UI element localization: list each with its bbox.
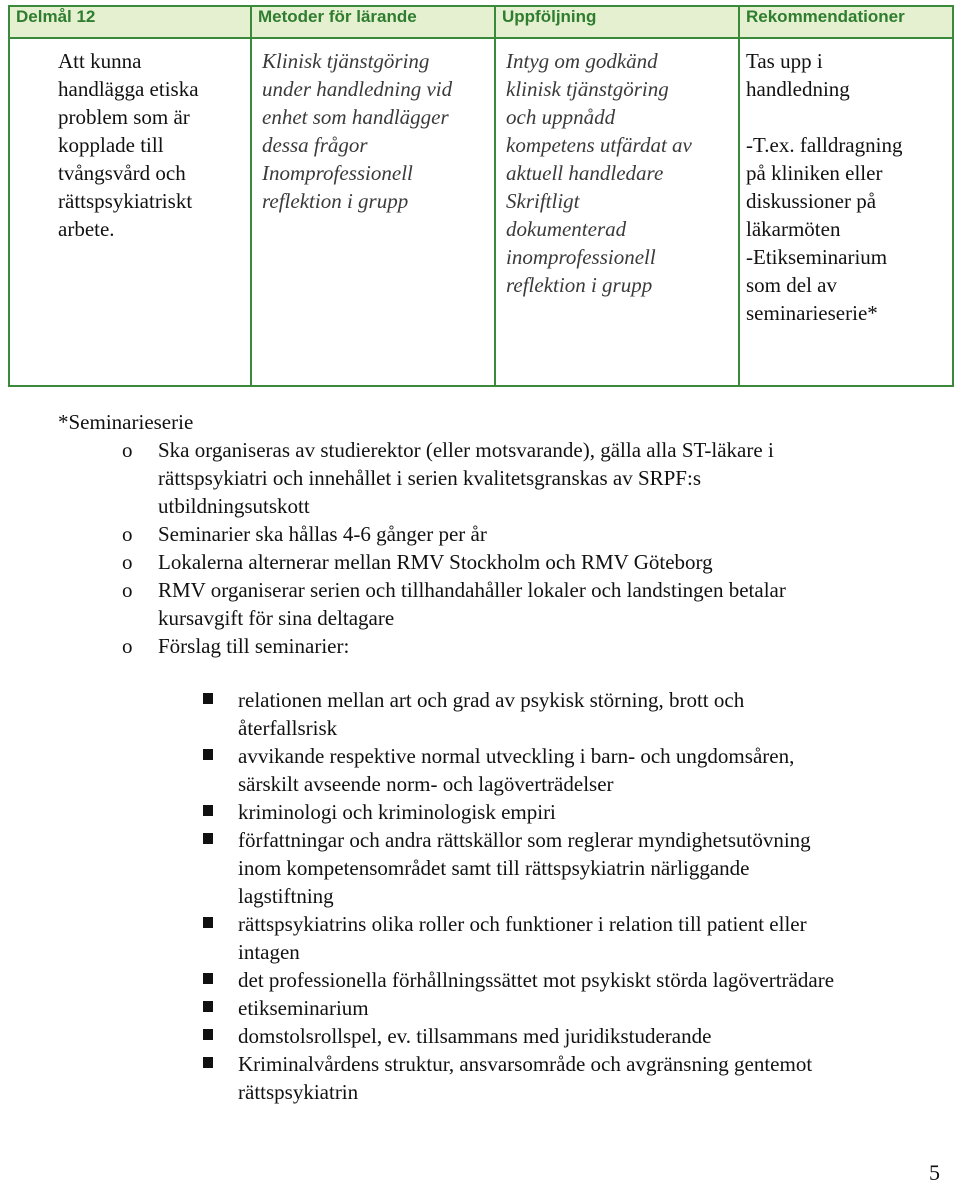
list-item: avvikande respektive normal utveckling i barn- och ungdomsåren, särskilt avseende norm- och lagöverträdelser (0, 742, 950, 798)
seminar-suggestions-list (0, 686, 950, 1106)
methods-cell (251, 38, 495, 386)
list-item: kriminologi och kriminologisk empiri (0, 798, 950, 826)
list-marker: o (122, 634, 133, 658)
table-row (9, 38, 953, 386)
header-rekommendationer: Rekommendationer (739, 6, 953, 38)
goal-cell (9, 38, 251, 386)
list-item: o Seminarier ska hållas 4-6 gånger per år (122, 522, 487, 546)
list-item: det professionella förhållningssättet mot psykiskt störda lagöverträdare (0, 966, 950, 994)
square-bullet-icon (203, 833, 213, 844)
recommendation-item: Tas upp i handledning (746, 49, 850, 101)
method-item: Klinisk tjänstgöring under handledning vid enhet som handlägger dessa frågor (262, 49, 453, 157)
followup-item: Intyg om godkänd klinisk tjänstgöring och uppnådd kompetens utfärdat av aktuell handledare (506, 49, 692, 185)
square-bullet-icon (203, 973, 213, 984)
goal-text: Att kunna handlägga etiska problem som är kopplade till tvångsvård och rättspsykiatriskt arbete. (58, 49, 199, 241)
seminar-series-list (0, 436, 940, 660)
list-item: o Förslag till seminarier: (122, 634, 350, 658)
list-marker: o (122, 438, 133, 462)
followup-cell (495, 38, 739, 386)
recommendations-cell (739, 38, 953, 386)
square-bullet-icon (203, 1029, 213, 1040)
header-delmal: Delmål 12 (9, 6, 251, 38)
list-item: relationen mellan art och grad av psykisk störning, brott och återfallsrisk (0, 686, 950, 742)
square-bullet-icon (203, 1057, 213, 1068)
method-item: Inomprofessionell reflektion i grupp (262, 161, 413, 213)
square-bullet-icon (203, 693, 213, 704)
list-marker: o (122, 578, 133, 602)
goal-table (8, 5, 954, 387)
list-item: rättspsykiatrins olika roller och funktioner i relation till patient eller intagen (0, 910, 950, 966)
square-bullet-icon (203, 805, 213, 816)
list-item: Kriminalvårdens struktur, ansvarsområde och avgränsning gentemot rättspsykiatrin (0, 1050, 950, 1106)
list-item: domstolsrollspel, ev. tillsammans med juridikstuderande (0, 1022, 950, 1050)
seminar-series-title: *Seminarieserie (58, 410, 194, 434)
header-metoder: Metoder för lärande (251, 6, 495, 38)
list-item: o RMV organiserar serien och tillhandahåller lokaler och landstingen betalar kursavgift för sina deltagare (122, 578, 786, 630)
header-uppfoljning: Uppföljning (495, 6, 739, 38)
square-bullet-icon (203, 1001, 213, 1012)
recommendation-item: -T.ex. falldragning på kliniken eller diskussioner på läkarmöten -Etikseminarium som del av seminarieserie* (746, 133, 903, 325)
page-number: 5 (929, 1160, 940, 1185)
list-marker: o (122, 522, 133, 546)
list-marker: o (122, 550, 133, 574)
square-bullet-icon (203, 749, 213, 760)
table-header-row (9, 6, 953, 38)
list-item: författningar och andra rättskällor som reglerar myndighetsutövning inom kompetensområdet samt till rättspsykiatrin närliggande lagstiftning (0, 826, 950, 910)
square-bullet-icon (203, 917, 213, 928)
list-item: o Ska organiseras av studierektor (eller motsvarande), gälla alla ST-läkare i rättspsykiatri och innehållet i serien kvalitetsgranskas av SRPF:s utbildningsutskott (122, 438, 774, 518)
list-item: o Lokalerna alternerar mellan RMV Stockholm och RMV Göteborg (122, 550, 713, 574)
list-item: etikseminarium (0, 994, 950, 1022)
followup-item: Skriftligt dokumenterad inomprofessionell reflektion i grupp (506, 189, 656, 297)
